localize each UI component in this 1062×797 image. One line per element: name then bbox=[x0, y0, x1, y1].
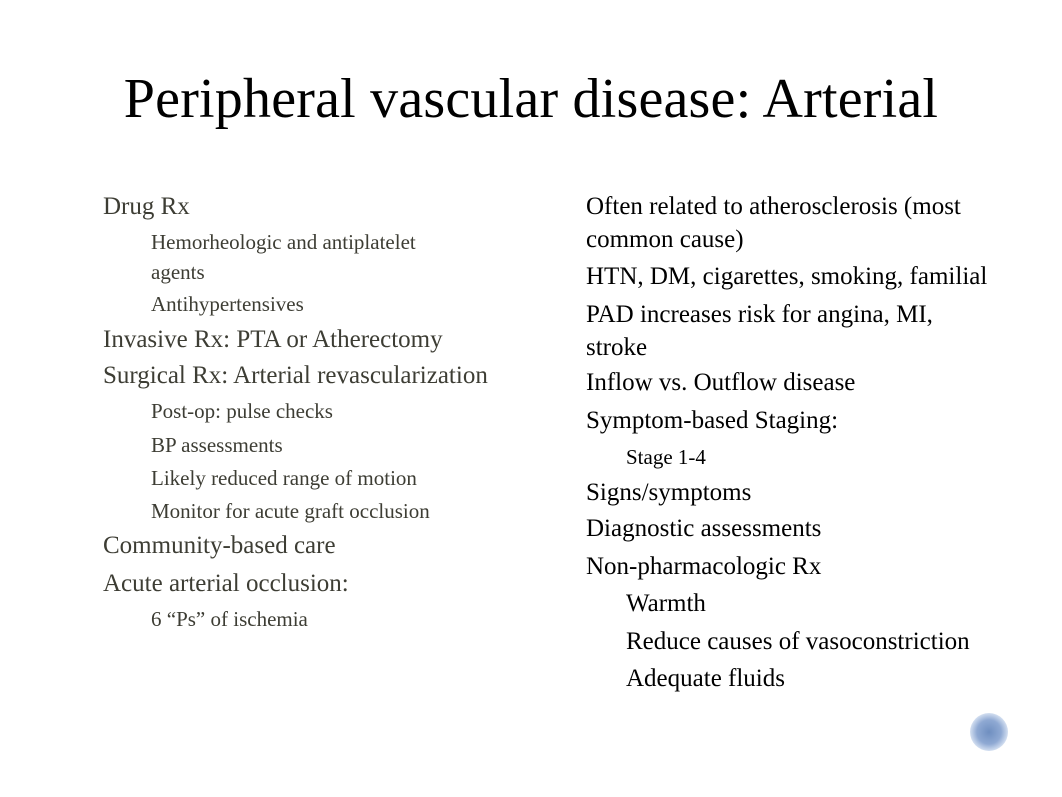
list-item: PAD increases risk for angina, MI, stroke bbox=[586, 301, 933, 361]
list-item: Antihypertensives bbox=[151, 292, 304, 316]
list-item: Warmth bbox=[626, 590, 706, 617]
list-item: Stage 1-4 bbox=[626, 445, 706, 469]
list-item: Hemorheologic and antiplatelet agents bbox=[151, 230, 416, 284]
list-item: Inflow vs. Outflow disease bbox=[586, 369, 856, 396]
list-item: Diagnostic assessments bbox=[586, 515, 822, 542]
list-item: Acute arterial occlusion: bbox=[103, 570, 349, 597]
list-item: Surgical Rx: Arterial revascularization bbox=[103, 362, 488, 389]
list-item: BP assessments bbox=[151, 433, 283, 457]
list-item: Monitor for acute graft occlusion bbox=[151, 499, 430, 523]
list-item: 6 “Ps” of ischemia bbox=[151, 607, 308, 631]
list-item: Often related to atherosclerosis (most common cause) bbox=[586, 193, 961, 253]
list-item: HTN, DM, cigarettes, smoking, familial bbox=[586, 263, 988, 290]
logo-icon bbox=[970, 713, 1008, 751]
list-item: Likely reduced range of motion bbox=[151, 466, 417, 490]
list-item: Post-op: pulse checks bbox=[151, 399, 333, 423]
list-item: Signs/symptoms bbox=[586, 479, 752, 506]
list-item: Invasive Rx: PTA or Atherectomy bbox=[103, 326, 443, 353]
list-item: Adequate fluids bbox=[626, 665, 785, 692]
list-item: Symptom-based Staging: bbox=[586, 407, 839, 434]
slide-title: Peripheral vascular disease: Arterial bbox=[123, 68, 939, 130]
list-item: Drug Rx bbox=[103, 193, 190, 220]
list-item: Non-pharmacologic Rx bbox=[586, 553, 822, 580]
list-item: Community-based care bbox=[103, 532, 336, 559]
list-item: Reduce causes of vasoconstriction bbox=[626, 628, 970, 655]
